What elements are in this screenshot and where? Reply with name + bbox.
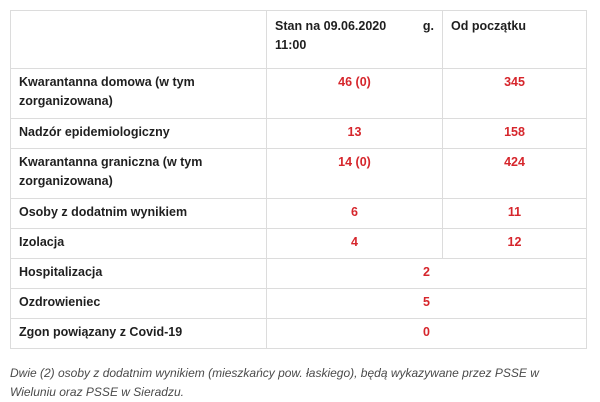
row-label: Hospitalizacja xyxy=(11,259,267,289)
header-empty-cell xyxy=(11,11,267,69)
table-header-row xyxy=(11,11,587,69)
row-total-value: 158 xyxy=(443,119,587,149)
table-row xyxy=(11,199,587,229)
row-current-value: 4 xyxy=(267,229,443,259)
row-current-value: 14 (0) xyxy=(267,149,443,199)
row-current-value: 46 (0) xyxy=(267,69,443,119)
header-since-start: Od początku xyxy=(443,11,587,69)
table-row xyxy=(11,69,587,119)
table-row xyxy=(11,149,587,199)
row-total-value: 12 xyxy=(443,229,587,259)
header-status-date-suffix: g. xyxy=(422,19,434,33)
row-label: Kwarantanna domowa (w tym zorganizowana) xyxy=(11,69,267,119)
row-label: Osoby z dodatnim wynikiem xyxy=(11,199,267,229)
table-row xyxy=(11,259,587,289)
row-merged-value: 0 xyxy=(267,319,587,349)
row-label: Izolacja xyxy=(11,229,267,259)
table-row xyxy=(11,229,587,259)
row-merged-value: 5 xyxy=(267,289,587,319)
row-total-value: 424 xyxy=(443,149,587,199)
header-status-time: 11:00 xyxy=(275,38,307,52)
row-label: Ozdrowieniec xyxy=(11,289,267,319)
table-row xyxy=(11,319,587,349)
row-merged-value: 2 xyxy=(267,259,587,289)
row-total-value: 345 xyxy=(443,69,587,119)
row-current-value: 6 xyxy=(267,199,443,229)
footnote-text: Dwie (2) osoby z dodatnim wynikiem (mieszkańcy pow. łaskiego), będą wykazywane przez PSSE w Wieluniu oraz PSSE w Sieradzu. xyxy=(10,366,539,399)
row-current-value: 13 xyxy=(267,119,443,149)
row-total-value: 11 xyxy=(443,199,587,229)
row-label: Nadzór epidemiologiczny xyxy=(11,119,267,149)
row-label: Kwarantanna graniczna (w tym zorganizowana) xyxy=(11,149,267,199)
table-row xyxy=(11,289,587,319)
covid-stats-table-container xyxy=(10,10,586,349)
covid-stats-table xyxy=(10,10,587,349)
table-row xyxy=(11,119,587,149)
row-label: Zgon powiązany z Covid-19 xyxy=(11,319,267,349)
header-status-date-text: Stan na 09.06.2020 xyxy=(275,19,387,33)
header-status-date xyxy=(267,11,443,69)
